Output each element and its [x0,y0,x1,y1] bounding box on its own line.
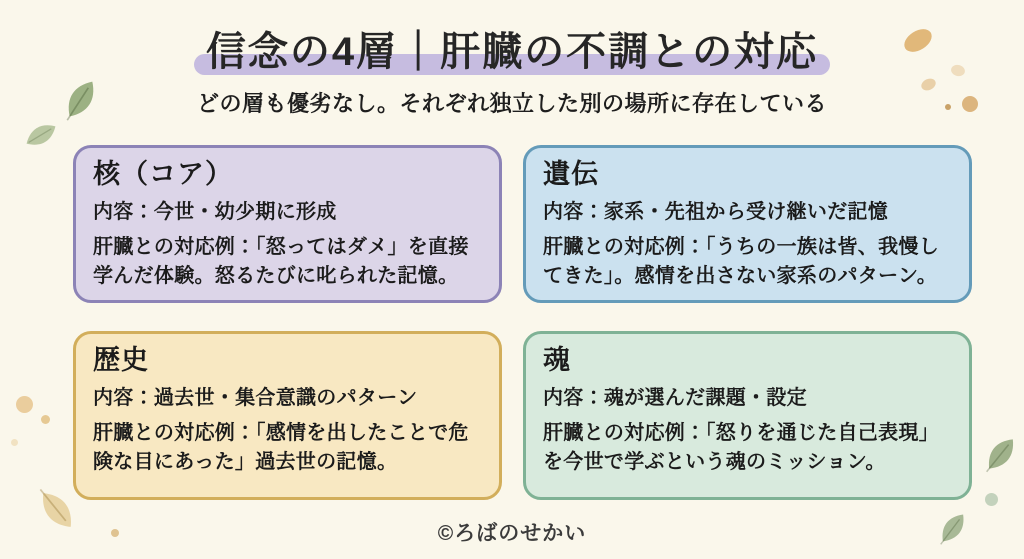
copyright: ©ろばのせかい [437,522,587,545]
page-title-text: 信念の4層｜肝臓の不調との対応 [205,30,819,74]
card-soul-example: 肝臓との対応例：「怒りを通じた自己表現」を今世で学ぶという魂のミッション。 [543,422,939,473]
card-history-title: 歴史 [93,345,149,375]
card-genetics-title: 遺伝 [543,159,599,189]
card-soul [523,331,972,500]
card-history-content: 内容：過去世・集合意識のパターン [93,386,418,409]
card-soul-title: 魂 [543,345,571,375]
card-history-example: 肝臓との対応例：「感情を出したことで危険な目にあった」過去世の記憶。 [93,422,469,473]
page-title [206,28,818,76]
card-genetics-example: 肝臓との対応例：「うちの一族は皆、我慢してきた」。感情を出さない家系のパターン。 [543,236,939,287]
header [0,28,1024,118]
card-core-example: 肝臓との対応例：「怒ってはダメ」を直接学んだ体験。怒るたびに叱られた記憶。 [93,236,469,287]
card-genetics [523,145,972,303]
dot-shape [41,415,50,424]
leaf-icon [20,114,61,155]
leaf-icon [980,432,1022,476]
dot-shape [16,396,33,413]
page-subtitle: どの層も優劣なし。それぞれ独立した別の場所に存在している [196,91,827,116]
card-history [73,331,502,500]
belief-layers-grid [73,145,972,500]
card-soul-content: 内容：魂が選んだ課題・設定 [543,386,807,409]
card-genetics-content: 内容：家系・先祖から受け継いだ記憶 [543,200,889,223]
card-core-content: 内容：今世・幼少期に形成 [93,200,337,223]
dot-shape [11,439,18,446]
card-core [73,145,502,303]
dot-shape [985,493,998,506]
card-core-title: 核（コア） [93,159,233,189]
